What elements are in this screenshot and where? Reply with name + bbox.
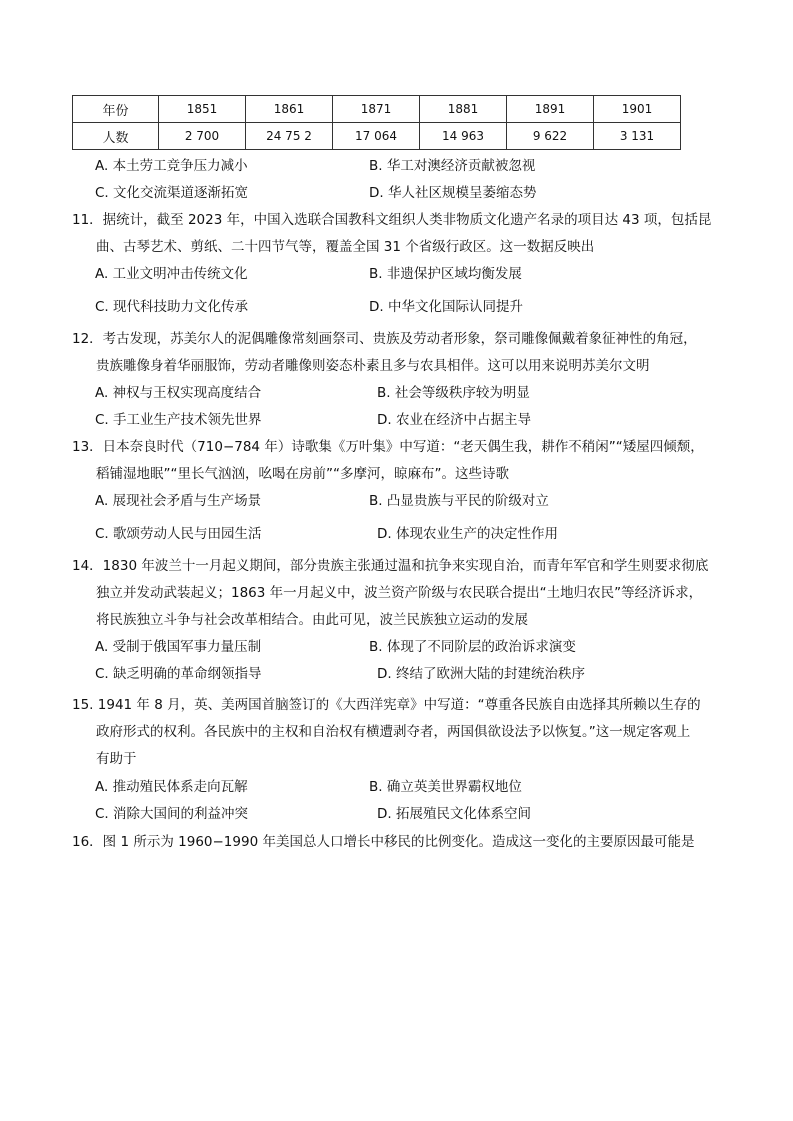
q11-option-c[interactable]: C. 现代科技助力文化传承 [95, 299, 249, 315]
question-14-stem-line3: 将民族独立斗争与社会改革相结合。由此可见，波兰民族独立运动的发展 [96, 612, 528, 628]
question-12-stem-line2: 贵族雕像身着华丽服饰，劳动者雕像则姿态朴素且多与农具相伴。这可以用来说明苏美尔文明 [96, 358, 650, 374]
table-cell: 24 75 2 [246, 123, 333, 150]
question-11-stem-line1: 11．据统计，截至 2023 年，中国入选联合国教科文组织人类非物质文化遗产名录的项目达 43 项，包括昆 [72, 212, 712, 228]
q15-option-d[interactable]: D. 拓展殖民文化体系空间 [377, 806, 531, 822]
q12-option-a[interactable]: A. 神权与王权实现高度结合 [95, 385, 262, 401]
q10-options-row2 [95, 182, 735, 204]
table-cell: 1851 [159, 96, 246, 123]
immigrant-count-table [72, 95, 681, 150]
q14-options-row1 [95, 636, 735, 658]
q11-option-a[interactable]: A. 工业文明冲击传统文化 [95, 266, 248, 282]
question-11-stem-line2: 曲、古琴艺术、剪纸、二十四节气等，覆盖全国 31 个省级行政区。这一数据反映出 [96, 239, 595, 255]
question-13-stem-line1: 13．日本奈良时代（710−784 年）诗歌集《万叶集》中写道：“老天偶生我，耕作不稍闲”“矮屋四倾颓， [72, 439, 704, 455]
q14-options-row2 [95, 663, 735, 685]
question-11 [72, 207, 732, 261]
q11-option-b[interactable]: B. 非遗保护区域均衡发展 [369, 266, 522, 282]
q12-option-c[interactable]: C. 手工业生产技术领先世界 [95, 412, 262, 428]
q10-option-c[interactable]: C. 文化交流渠道逐渐拓宽 [95, 185, 249, 201]
table-cell: 1891 [507, 96, 594, 123]
q13-option-a[interactable]: A. 展现社会矛盾与生产场景 [95, 493, 262, 509]
question-14-stem-line1: 14．1830 年波兰十一月起义期间，部分贵族主张通过温和抗争来实现自治，而青年军官和学生则要求彻底 [72, 558, 709, 574]
question-12-stem-line1: 12．考古发现，苏美尔人的泥偶雕像常刻画祭司、贵族及劳动者形象，祭司雕像佩戴着象征神性的角冠， [72, 331, 697, 347]
question-13-stem-line2: 稻铺湿地眠”“里长气汹汹，吆喝在房前”“多摩河，晾麻布”。这些诗歌 [96, 466, 509, 482]
q15-option-b[interactable]: B. 确立英美世界霸权地位 [369, 779, 522, 795]
question-13 [72, 434, 732, 488]
q14-option-a[interactable]: A. 受制于俄国军事力量压制 [95, 639, 262, 655]
table-cell: 人数 [73, 123, 159, 150]
q14-option-b[interactable]: B. 体现了不同阶层的政治诉求演变 [369, 639, 576, 655]
question-15-stem-line3: 有助于 [96, 751, 137, 767]
question-12 [72, 326, 732, 380]
q13-options-row2 [95, 523, 735, 545]
q15-option-c[interactable]: C. 消除大国间的利益冲突 [95, 806, 249, 822]
table-cell: 1901 [594, 96, 681, 123]
q11-options-row1 [95, 263, 735, 285]
q13-option-b[interactable]: B. 凸显贵族与平民的阶级对立 [369, 493, 549, 509]
table-header-row [73, 96, 681, 123]
question-16-stem-line1: 16．图 1 所示为 1960−1990 年美国总人口增长中移民的比例变化。造成这一变化的主要原因最可能是 [72, 834, 695, 850]
q11-option-d[interactable]: D. 中华文化国际认同提升 [369, 299, 523, 315]
q13-option-c[interactable]: C. 歌颂劳动人民与田园生活 [95, 526, 262, 542]
table-cell: 1881 [420, 96, 507, 123]
q14-option-d[interactable]: D. 终结了欧洲大陆的封建统治秩序 [377, 666, 585, 682]
table-cell: 14 963 [420, 123, 507, 150]
table-cell: 1861 [246, 96, 333, 123]
table-cell: 年份 [73, 96, 159, 123]
question-16 [72, 829, 732, 856]
table-cell: 2 700 [159, 123, 246, 150]
q12-options-row2 [95, 409, 735, 431]
q10-option-a[interactable]: A. 本土劳工竞争压力减小 [95, 158, 248, 174]
q13-options-row1 [95, 490, 735, 512]
q10-option-b[interactable]: B. 华工对澳经济贡献被忽视 [369, 158, 536, 174]
question-14-stem-line2: 独立并发动武装起义；1863 年一月起义中，波兰资产阶级与农民联合提出“土地归农民”等经济诉求， [96, 585, 703, 601]
q13-option-d[interactable]: D. 体现农业生产的决定性作用 [377, 526, 558, 542]
table-cell: 17 064 [333, 123, 420, 150]
q12-option-d[interactable]: D. 农业在经济中占据主导 [377, 412, 531, 428]
q15-options-row1 [95, 776, 735, 798]
q10-option-d[interactable]: D. 华人社区规模呈萎缩态势 [369, 185, 537, 201]
question-15 [72, 692, 732, 773]
q15-option-a[interactable]: A. 推动殖民体系走向瓦解 [95, 779, 248, 795]
q12-options-row1 [95, 382, 735, 404]
question-14 [72, 553, 732, 634]
table-cell: 1871 [333, 96, 420, 123]
q12-option-b[interactable]: B. 社会等级秩序较为明显 [377, 385, 530, 401]
question-15-stem-line1: 15. 1941 年 8 月，英、美两国首脑签订的《大西洋宪章》中写道：“尊重各民族自由选择其所赖以生存的 [72, 697, 701, 713]
q11-options-row2 [95, 296, 735, 318]
table-cell: 3 131 [594, 123, 681, 150]
q15-options-row2 [95, 803, 735, 825]
table-cell: 9 622 [507, 123, 594, 150]
q14-option-c[interactable]: C. 缺乏明确的革命纲领指导 [95, 666, 262, 682]
question-15-stem-line2: 政府形式的权利。各民族中的主权和自治权有横遭剥夺者，两国俱欲设法予以恢复。”这一规定客观上 [96, 724, 691, 740]
table-row [73, 123, 681, 150]
q10-options-row1 [95, 155, 735, 177]
